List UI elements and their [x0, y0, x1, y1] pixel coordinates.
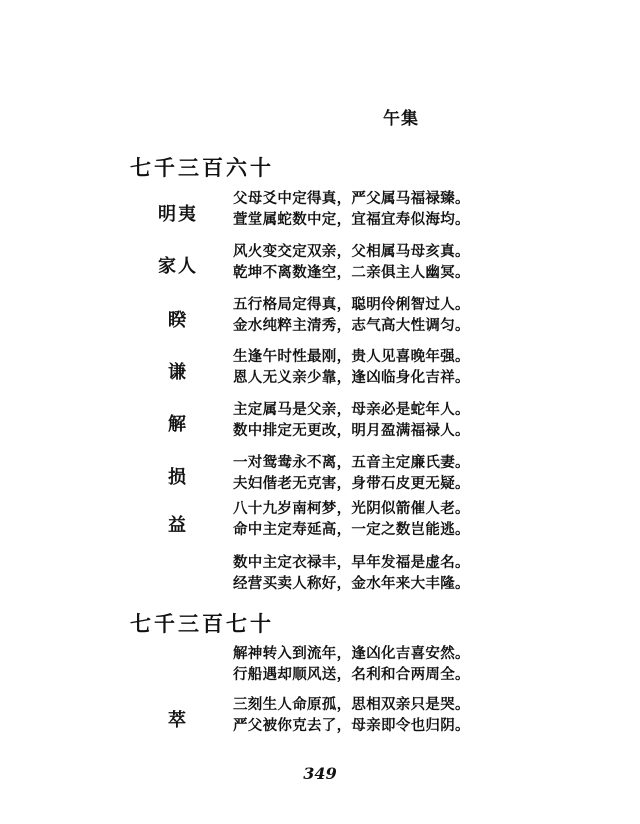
verse-line: 恩人无义亲少靠，逢凶临身化吉祥。: [233, 369, 470, 386]
hexagram-label: 谦: [168, 362, 188, 383]
verse-line: 数中排定无更改，明月盈满福禄人。: [233, 422, 470, 439]
hexagram-label: 萃: [168, 710, 188, 731]
verse-lines: [233, 399, 473, 441]
verse-lines: [233, 188, 473, 230]
verse-line: 三刻生人命原孤，思相双亲只是哭。: [233, 696, 470, 713]
verse-line: 主定属马是父亲，母亲必是蛇年人。: [233, 401, 470, 418]
verse-line: 八十九岁南柯梦，光阴似箭催人老。: [233, 500, 470, 517]
hexagram-label: 益: [168, 515, 188, 536]
verse-line: 夫妇偕老无克害，身带石皮更无疑。: [233, 475, 470, 492]
verse-line: 父母爻中定得真，严父属马福禄臻。: [233, 190, 470, 207]
hexagram-label: 家人: [158, 256, 198, 277]
verse-line: 数中主定衣禄丰，早年发福是虚名。: [233, 554, 470, 571]
hexagram-label: 明夷: [158, 204, 198, 225]
verse-lines: [233, 241, 473, 283]
verse-line: 经营买卖人称好，金水年来大丰隆。: [233, 575, 470, 592]
verse-line: 萱堂属蛇数中定，宜福宜寿似海均。: [233, 211, 470, 228]
verse-line: 五行格局定得真，聪明伶俐智过人。: [233, 296, 470, 313]
verse-lines: [233, 498, 473, 540]
hexagram-label: 损: [168, 467, 188, 488]
verse-line: 金水纯粹主清秀，志气高大性调匀。: [233, 317, 470, 334]
hexagram-label: 解: [168, 414, 188, 435]
verse-line: 行船遇却顺风送，名利和合两周全。: [233, 666, 470, 683]
verse-lines: [233, 694, 473, 736]
page-number: 349: [303, 764, 337, 783]
verse-lines: [233, 643, 473, 685]
verse-line: 风火变交定双亲，父相属马母亥真。: [233, 243, 470, 260]
page-header: 午集: [383, 109, 419, 129]
verse-lines: [233, 346, 473, 388]
verse-lines: [233, 452, 473, 494]
verse-lines: [233, 294, 473, 336]
verse-line: 命中主定寿延高，一定之数岂能逃。: [233, 521, 470, 538]
verse-line: 乾坤不离数逢空，二亲俱主人幽冥。: [233, 264, 470, 281]
section-title: 七千三百七十: [130, 611, 274, 636]
verse-line: 严父被你克去了，母亲即令也归阴。: [233, 717, 470, 734]
verse-line: 生逢午时性最刚，贵人见喜晚年强。: [233, 348, 470, 365]
hexagram-label: 睽: [168, 310, 188, 331]
section-title: 七千三百六十: [130, 155, 274, 180]
verse-lines: [233, 552, 473, 594]
verse-line: 一对鸳鸯永不离，五音主定廉氏妻。: [233, 454, 470, 471]
verse-line: 解神转入到流年，逢凶化吉喜安然。: [233, 645, 470, 662]
